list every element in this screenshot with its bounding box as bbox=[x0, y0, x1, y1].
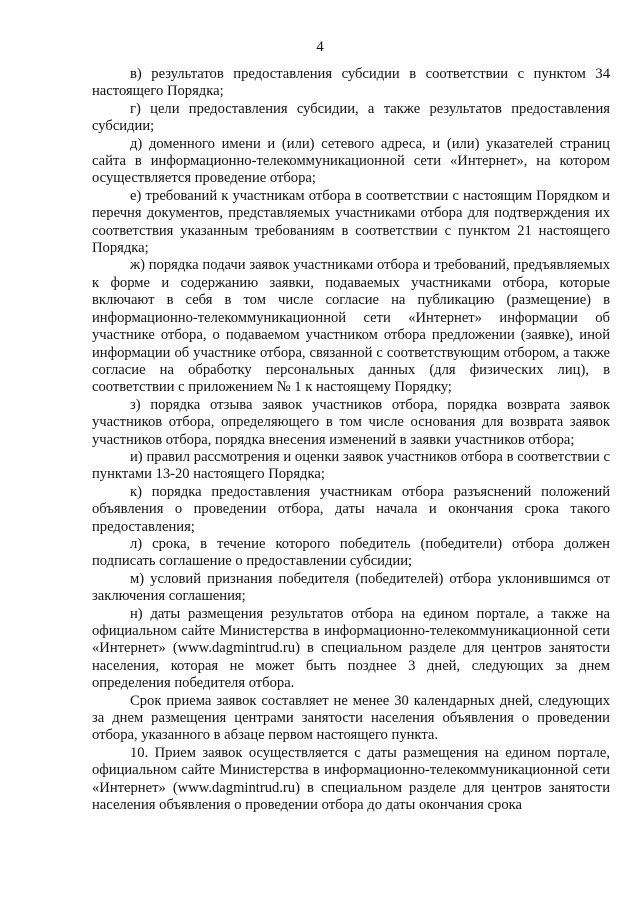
paragraph-item-v: в) результатов предоставления субсидии в соответствии с пунктом 34 настоящего Порядка; bbox=[92, 66, 610, 100]
paragraph-section-10: 10. Прием заявок осуществляется с даты размещения на едином портале, официальном сайте Министерства в информационно-телекоммуникационной сети «Интернет» (www.dagmintrud.ru) в специальном разделе для центров занятости населения объявления о проведении отбора до даты окончания срока bbox=[92, 744, 610, 814]
page-number: 4 bbox=[316, 39, 324, 55]
paragraph-item-l: л) срока, в течение которого победитель (победители) отбора должен подписать соглашение о предоставлении субсидии; bbox=[92, 535, 610, 570]
paragraph-item-k: к) порядка предоставления участникам отбора разъяснений положений объявления о проведении отбора, даты начала и окончания срока такого предоставления; bbox=[92, 483, 610, 535]
paragraph-item-z: з) порядка отзыва заявок участников отбора, порядка возврата заявок участников отбора, определяющего в том числе основания для возврата заявок участников отбора, порядка внесения изменений в заявки участников отбора; bbox=[92, 396, 610, 448]
paragraph-item-g: г) цели предоставления субсидии, а также результатов предоставления субсидии; bbox=[92, 100, 610, 135]
paragraph-item-e: е) требований к участникам отбора в соответствии с настоящим Порядком и перечня документов, представляемых участниками отбора для подтверждения их соответствия указанным требованиям в соответствии с пунктом 21 настоящего Порядка; bbox=[92, 187, 610, 257]
paragraph-item-zh: ж) порядка подачи заявок участниками отбора и требований, предъявляемых к форме и содержанию заявки, подаваемых участниками отбора, которые включают в себя в том числе согласие на публикацию (размещение) в информационно-телекоммуникационной сети «Интернет» информации об участнике отбора, о подаваемом участником отбора предложении (заявке), иной информации об участнике отбора, связанной с соответствующим отбором, а также согласие на обработку персональных данных (для физических лиц), в соответствии с приложением № 1 к настоящему Порядку; bbox=[92, 257, 610, 396]
paragraph-application-period: Срок приема заявок составляет не менее 30 календарных дней, следующих за днем размещения центрами занятости населения объявления о проведении отбора, указанного в абзаце первом настоящего пункта. bbox=[92, 692, 610, 744]
paragraph-item-n: н) даты размещения результатов отбора на едином портале, а также на официальном сайте Министерства в информационно-телекоммуникационной сети «Интернет» (www.dagmintrud.ru) в специальном разделе для центров занятости населения, которая не может быть позднее 3 дней, следующих за днем определения победителя отбора. bbox=[92, 605, 610, 692]
paragraph-item-d: д) доменного имени и (или) сетевого адреса, и (или) указателей страниц сайта в информационно-телекоммуникационной сети «Интернет», на котором осуществляется проведение отбора; bbox=[92, 135, 610, 187]
document-body bbox=[92, 66, 610, 814]
paragraph-item-i: и) правил рассмотрения и оценки заявок участников отбора в соответствии с пунктами 13-20 настоящего Порядка; bbox=[92, 448, 610, 483]
paragraph-item-m: м) условий признания победителя (победителей) отбора уклонившимся от заключения соглашения; bbox=[92, 570, 610, 605]
